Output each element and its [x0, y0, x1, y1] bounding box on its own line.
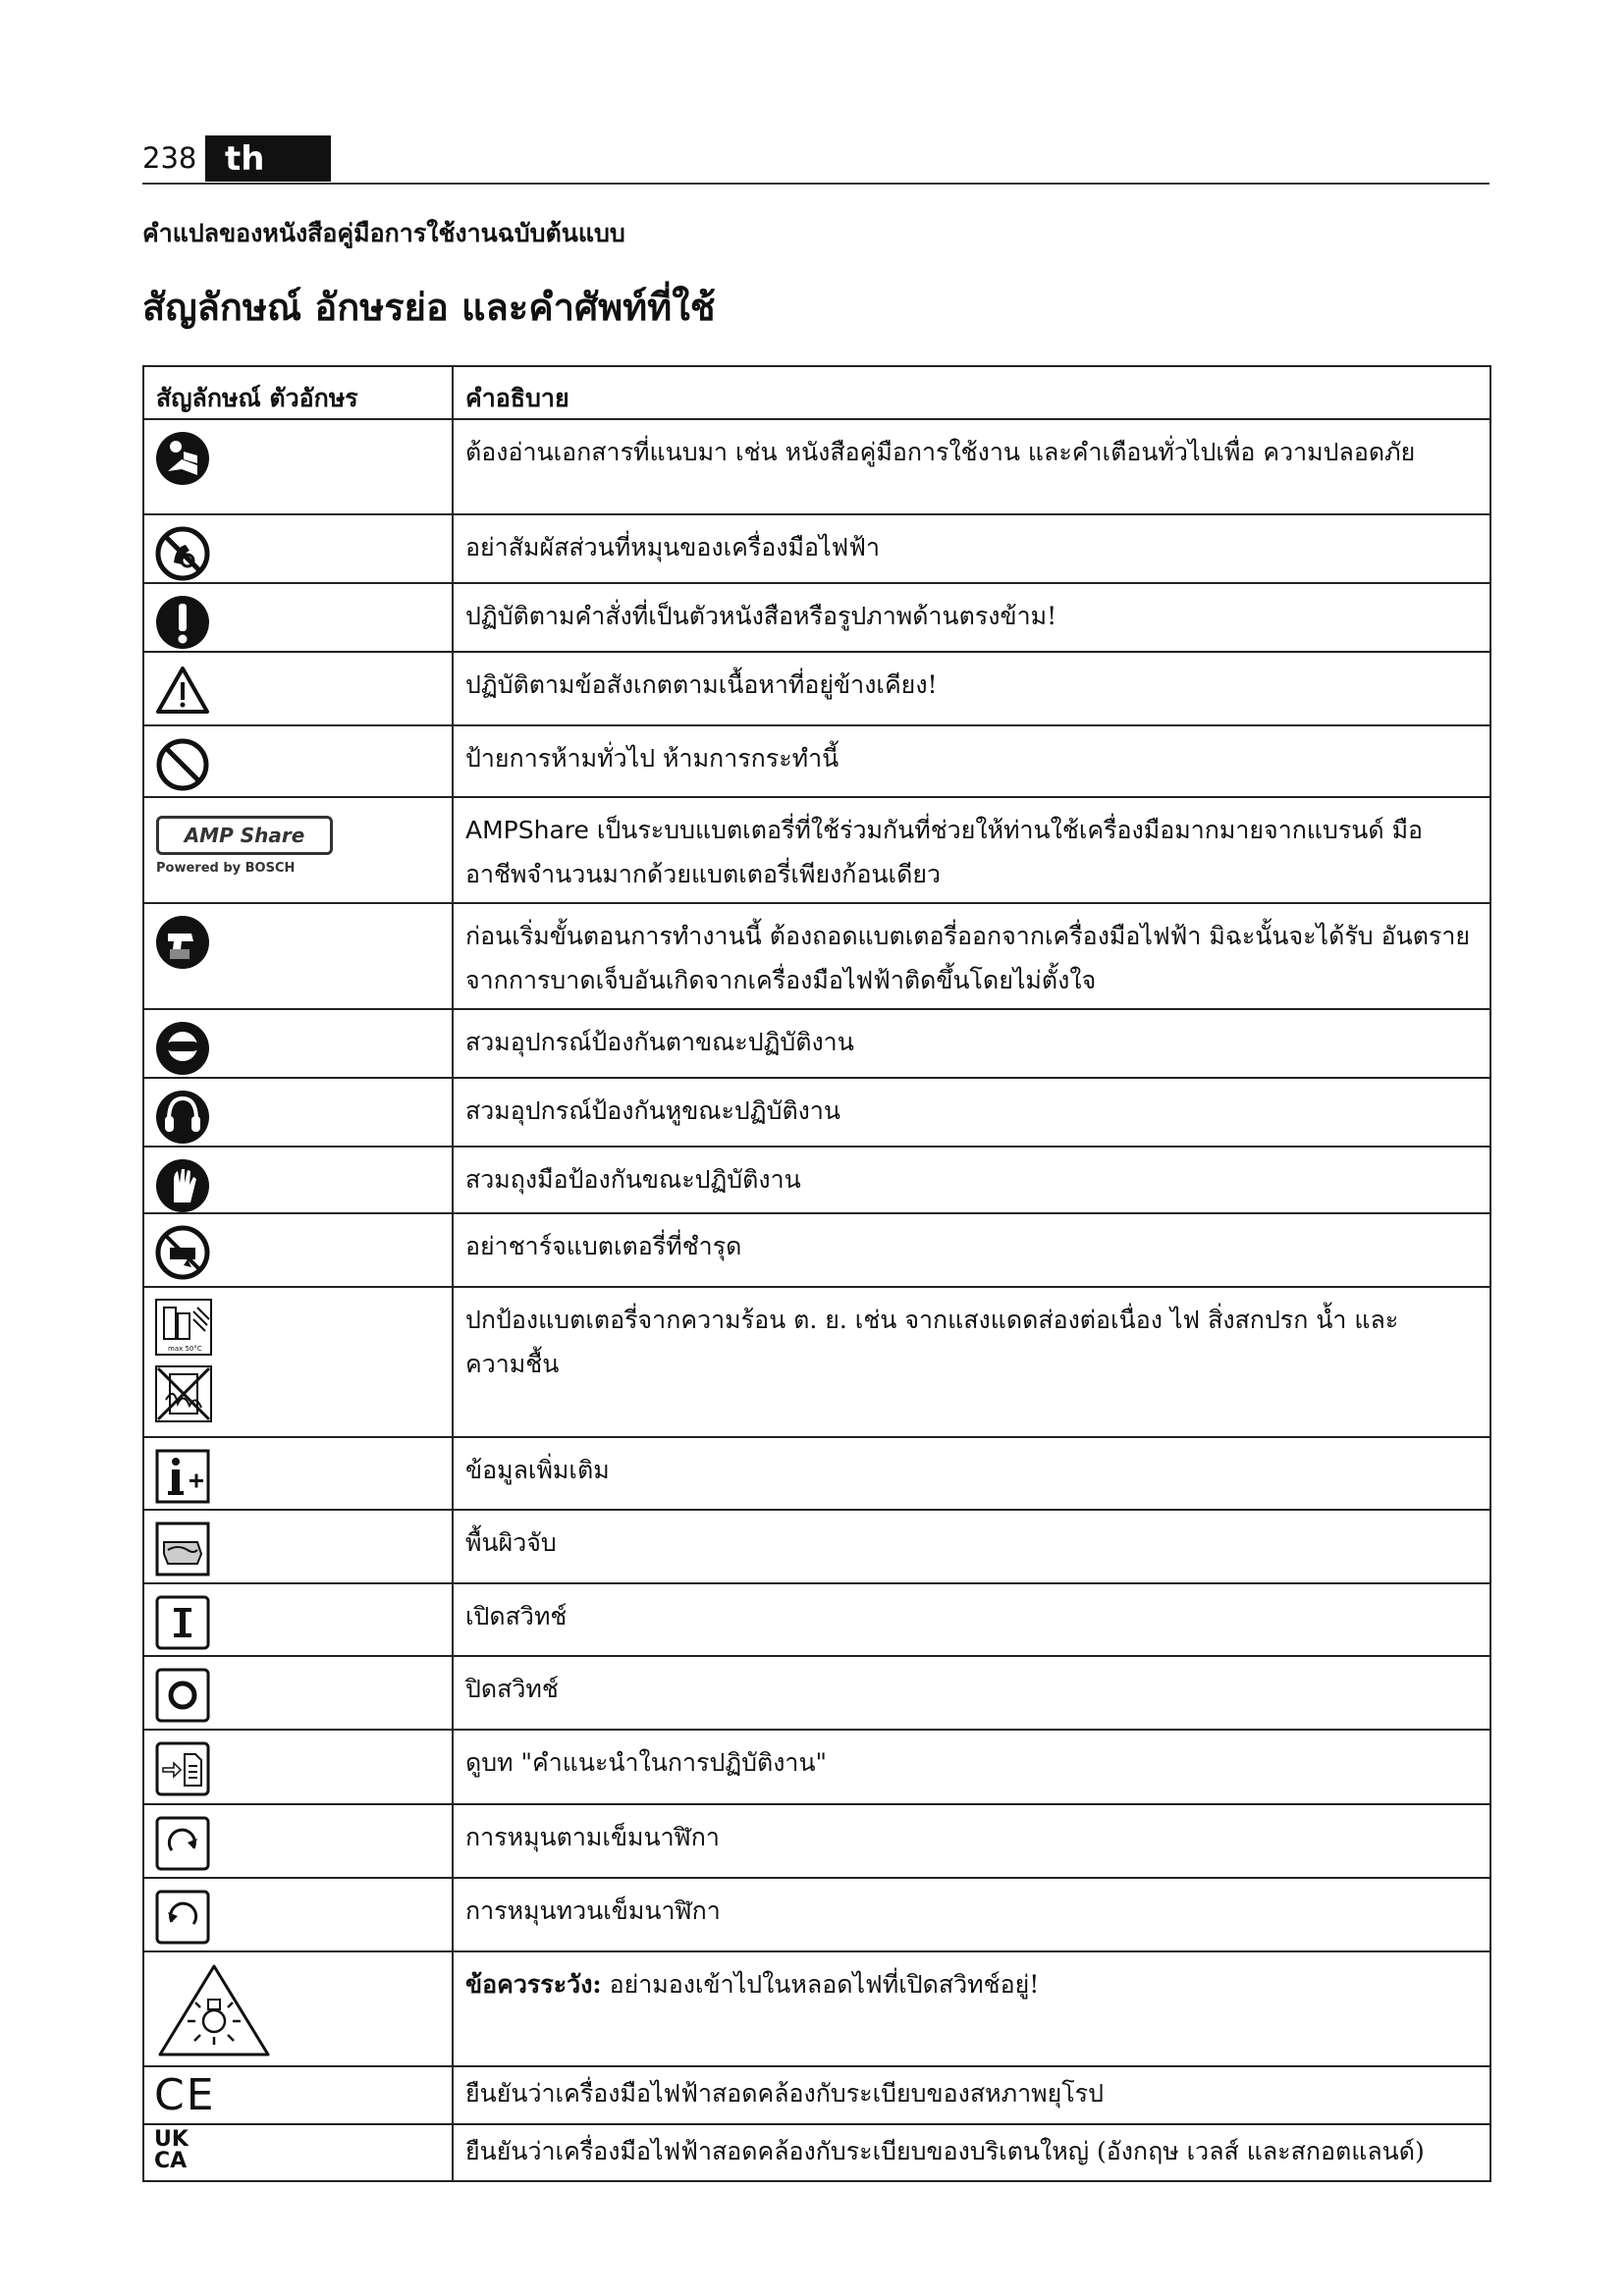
language-badge: th [205, 135, 331, 182]
ear-protection-icon [154, 1089, 211, 1146]
table-row [143, 2066, 1490, 2124]
row-description: ป้ายการห้ามทั่วไป ห้ามการกระทำนี้ [453, 725, 1490, 797]
page-number: 238 [142, 141, 197, 175]
row-description: ยืนยันว่าเครื่องมือไฟฟ้าสอดคล้องกับระเบียบของบริเตนใหญ่ (อังกฤษ เวลส์ และสกอตแลนด์) [453, 2124, 1490, 2181]
row-description: การหมุนทวนเข็มนาฬิกา [453, 1878, 1490, 1951]
header-symbol: สัญลักษณ์ ตัวอักษร [143, 366, 453, 419]
row-description: สวมถุงมือป้องกันขณะปฏิบัติงาน [453, 1147, 1490, 1213]
table-row [143, 903, 1490, 1009]
clockwise-icon [154, 1815, 211, 1872]
row-description: ข้อมูลเพิ่มเติม [453, 1437, 1490, 1510]
table-row [143, 1656, 1490, 1730]
warning-triangle-icon [154, 663, 211, 720]
table-row [143, 1147, 1490, 1213]
page-header [142, 132, 1489, 185]
row-description: ปกป้องแบตเตอรี่จากความร้อน ต. ย. เช่น จากแสงแดดส่องต่อเนื่อง ไฟ สิ่งสกปรก น้ำ และ ความชื้น [453, 1287, 1490, 1437]
table-row [143, 1878, 1490, 1951]
row-description: ปฏิบัติตามคำสั่งที่เป็นตัวหนังสือหรือรูปภาพด้านตรงข้าม! [453, 583, 1490, 652]
ampshare-brand: AMPShare [465, 816, 589, 844]
table-row [143, 1287, 1490, 1437]
row-description: ข้อควรระวัง: อย่ามองเข้าไปในหลอดไฟที่เปิดสวิทช์อยู่! [453, 1951, 1490, 2066]
no-charge-damaged-battery-icon [154, 1224, 211, 1281]
row-description: ดูบท "คำแนะนำในการปฏิบัติงาน" [453, 1730, 1490, 1804]
switch-off-icon [154, 1667, 211, 1724]
read-manual-icon [154, 430, 211, 487]
switch-on-icon [154, 1594, 211, 1651]
document-subtitle: คำแปลของหนังสือคู่มือการใช้งานฉบับต้นแบบ [142, 219, 625, 247]
table-header-row [143, 366, 1490, 419]
prohibition-icon [154, 736, 211, 793]
gloves-icon [154, 1157, 211, 1214]
no-touch-rotating-icon [154, 525, 211, 582]
table-row [143, 1078, 1490, 1147]
header-description: คำอธิบาย [453, 366, 1490, 419]
table-row [143, 1437, 1490, 1510]
row-description: การหมุนตามเข็มนาฬิกา [453, 1804, 1490, 1878]
svg-text:max 50°C: max 50°C [168, 1345, 202, 1353]
table-row [143, 797, 1490, 903]
see-section-icon [154, 1740, 211, 1797]
table-row [143, 2124, 1490, 2181]
row-description: ก่อนเริ่มขั้นตอนการทำงานนี้ ต้องถอดแบตเตอรี่ออกจากเครื่องมือไฟฟ้า มิฉะนั้นจะได้รับ อันตรายจากการบาดเจ็บอันเกิดจากเครื่องมือไฟฟ้าติดขึ้นโดยไม่ตั้งใจ [453, 903, 1490, 1009]
table-row [143, 1804, 1490, 1878]
table-row [143, 1213, 1490, 1287]
bosch-powered-label: Powered by BOSCH [156, 861, 296, 876]
table-row [143, 652, 1490, 725]
caution-label: ข้อควรระวัง: [465, 1970, 602, 1999]
table-row [143, 514, 1490, 583]
info-plus-icon [154, 1448, 211, 1505]
table-row [143, 725, 1490, 797]
row-description: ยืนยันว่าเครื่องมือไฟฟ้าสอดคล้องกับระเบียบของสหภาพยุโรป [453, 2066, 1490, 2124]
section-title: สัญลักษณ์ อักษรย่อ และคำศัพท์ที่ใช้ [142, 285, 716, 329]
symbols-table [142, 365, 1491, 2182]
row-description: อย่าชาร์จแบตเตอรี่ที่ชำรุด [453, 1213, 1490, 1287]
lamp-warning-icon [156, 1962, 272, 2060]
table-row [143, 583, 1490, 652]
table-row [143, 1583, 1490, 1656]
exclamation-icon [154, 594, 211, 651]
table-row [143, 1009, 1490, 1078]
table-row [143, 1951, 1490, 2066]
ce-mark-icon: CE [154, 2070, 216, 2120]
ukca-mark-icon: UK CA [154, 2127, 189, 2173]
row-description: ปิดสวิทช์ [453, 1656, 1490, 1730]
row-description: สวมอุปกรณ์ป้องกันตาขณะปฏิบัติงาน [453, 1009, 1490, 1078]
row-description: สวมอุปกรณ์ป้องกันหูขณะปฏิบัติงาน [453, 1078, 1490, 1147]
counterclockwise-icon [154, 1889, 211, 1946]
table-row [143, 1730, 1490, 1804]
row-description: เปิดสวิทช์ [453, 1583, 1490, 1656]
ampshare-logo-text: AMP Share [184, 824, 305, 847]
grip-surface-icon [154, 1521, 211, 1577]
ampshare-logo [156, 816, 333, 855]
battery-protection-icon [154, 1298, 215, 1425]
row-description: ปฏิบัติตามข้อสังเกตตามเนื้อหาที่อยู่ข้างเคียง! [453, 652, 1490, 725]
row-description: อย่าสัมผัสส่วนที่หมุนของเครื่องมือไฟฟ้า [453, 514, 1490, 583]
remove-battery-icon [154, 914, 211, 971]
row-description: ต้องอ่านเอกสารที่แนบมา เช่น หนังสือคู่มือการใช้งาน และคำเตือนทั่วไปเพื่อ ความปลอดภัย [453, 419, 1490, 514]
eye-protection-icon [154, 1020, 211, 1077]
table-row [143, 1510, 1490, 1583]
row-description: พื้นผิวจับ [453, 1510, 1490, 1583]
row-description: AMPShare เป็นระบบแบตเตอรี่ที่ใช้ร่วมกันที่ช่วยให้ท่านใช้เครื่องมือมากมายจากแบรนด์ มืออาชีพจำนวนมากด้วยแบตเตอรี่เพียงก้อนเดียว [453, 797, 1490, 903]
table-row [143, 419, 1490, 514]
